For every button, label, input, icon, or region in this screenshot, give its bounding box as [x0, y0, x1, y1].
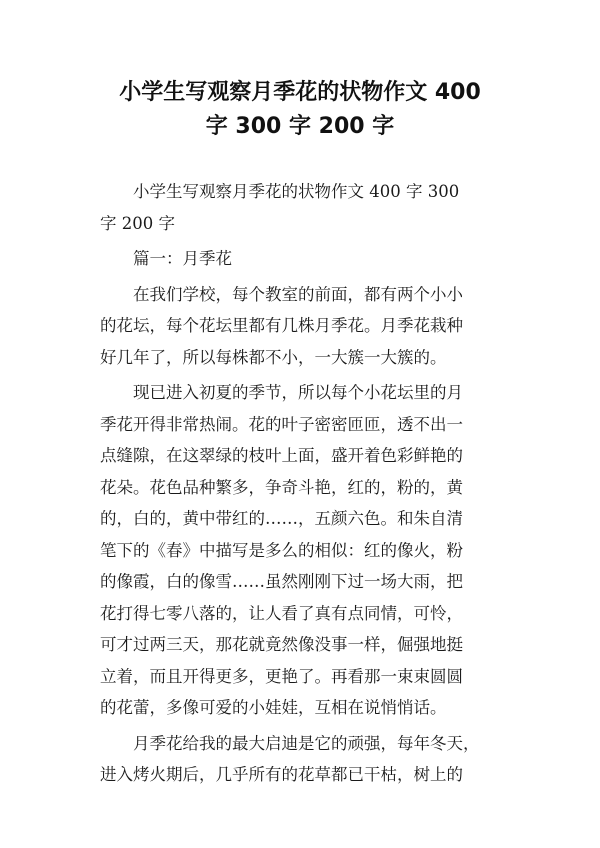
text-line: 小学生写观察月季花的状物作文 400 字 300 [133, 182, 460, 201]
text-line: 的花坛，每个花坛里都有几株月季花。月季花栽种 [100, 316, 463, 335]
text-line: 字 200 字 [100, 213, 175, 233]
text-line: 点缝隙，在这翠绿的枝叶上面，盛开着色彩鲜艳的 [100, 446, 463, 465]
text-line: 的，白的，黄中带红的……，五颜六色。和朱自清 [100, 509, 463, 528]
paragraph-chapter-heading [100, 243, 510, 275]
text-line: 好几年了，所以每株都不小，一大簇一大簇的。 [100, 347, 447, 367]
paragraph-3 [100, 728, 510, 791]
text-line: 现已进入初夏的季节，所以每个小花坛里的月 [133, 383, 463, 402]
text-line: 季花开得非常热闹。花的叶子密密匝匝，透不出一 [100, 414, 463, 434]
text-line: 月季花给我的最大启迪是它的顽强，每年冬天， [133, 733, 480, 753]
text-line: 篇一：月季花 [133, 249, 232, 268]
paragraph-subtitle [100, 176, 510, 239]
text-line: 笔下的《春》中描写是多么的相似：红的像火，粉 [100, 540, 463, 560]
text-line: 可才过两三天，那花就竟然像没事一样，倔强地挺 [100, 635, 463, 654]
paragraph-2 [100, 377, 510, 724]
text-line: 花打得七零八落的，让人看了真有点同情，可怜， [100, 603, 463, 623]
text-line: 进入烤火期后，几乎所有的花草都已干枯，树上的 [100, 765, 463, 784]
text-line: 的花蕾，多像可爱的小娃娃，互相在说悄悄话。 [100, 698, 447, 717]
paragraph-1 [100, 279, 510, 374]
title-line-1: 小学生写观察月季花的状物作文 400 [119, 80, 481, 105]
text-line: 立着，而且开得更多，更艳了。再看那一束束圆圆 [100, 666, 463, 686]
text-line: 在我们学校，每个教室的前面，都有两个小小 [133, 284, 463, 304]
text-line: 花朵。花色品种繁多，争奇斗艳，红的，粉的，黄 [100, 477, 463, 497]
document-title [60, 76, 540, 144]
document-body [100, 176, 510, 795]
text-line: 的像霞，白的像雪……虽然刚刚下过一场大雨，把 [100, 572, 463, 591]
title-line-2: 字 300 字 200 字 [205, 114, 395, 139]
